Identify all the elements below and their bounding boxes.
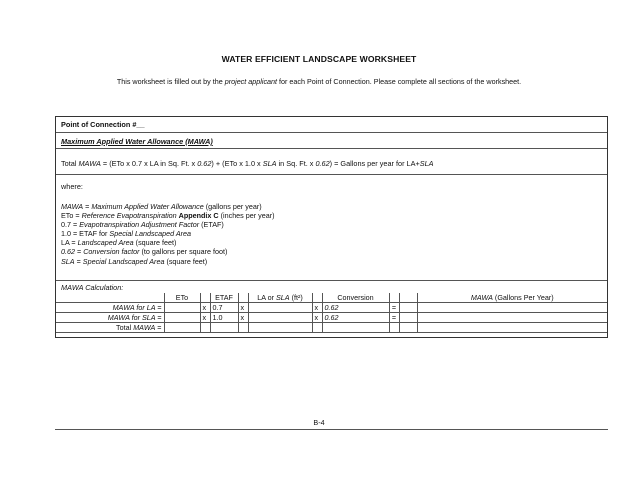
definition-item: 0.7 = Evapotranspiration Adjustment Factor (ETAF) — [61, 220, 224, 230]
header-mawa: MAWA (Gallons Per Year) — [417, 293, 607, 303]
definition-item: 1.0 = ETAF for Special Landscaped Area — [61, 229, 192, 239]
times-sign: x — [238, 313, 248, 323]
page-number: B-4 — [313, 418, 325, 427]
header-eto: ETo — [164, 293, 200, 303]
formula-row — [56, 149, 607, 175]
calc-label: MAWA Calculation: — [61, 283, 124, 292]
eto-input[interactable] — [164, 313, 200, 323]
area-input[interactable] — [248, 313, 312, 323]
worksheet-instructions — [0, 77, 638, 86]
worksheet-box — [55, 116, 608, 338]
point-of-connection-label[interactable]: Point of Connection #__ — [61, 120, 145, 129]
area-input[interactable] — [248, 303, 312, 313]
connection-row — [56, 117, 607, 133]
row-label: MAWA for LA = — [56, 303, 164, 313]
definition-item: MAWA = Maximum Applied Water Allowance (gallons per year) — [61, 202, 262, 211]
table-header-row — [56, 293, 607, 303]
table-row — [56, 313, 607, 323]
worksheet-title: WATER EFFICIENT LANDSCAPE WORKSHEET — [221, 54, 417, 64]
conversion-value: 0.62 — [322, 313, 389, 323]
header-etaf: ETAF — [210, 293, 238, 303]
mawa-result-input[interactable] — [417, 303, 607, 313]
instructions-pre: This worksheet is filled out by the — [116, 77, 225, 86]
times-sign: x — [312, 313, 322, 323]
header-area: LA or SLA (ft²) — [248, 293, 312, 303]
section-heading: Maximum Applied Water Allowance (MAWA) — [61, 137, 213, 146]
times-sign: x — [238, 303, 248, 313]
equals-sign: = — [389, 313, 399, 323]
calc-label-row — [56, 281, 607, 293]
definition-item: ETo = Reference Evapotranspiration Appendix C (inches per year) — [61, 211, 275, 221]
instructions-emphasis: project applicant — [224, 77, 278, 86]
total-mawa-input[interactable] — [417, 323, 607, 333]
definitions-list — [61, 202, 275, 266]
times-sign: x — [312, 303, 322, 313]
instructions-post: for each Point of Connection. Please complete all sections of the worksheet. — [277, 77, 522, 86]
mawa-formula: Total MAWA = (ETo x 0.7 x LA in Sq. Ft. x 0.62) + (ETo x 1.0 x SLA in Sq. Ft. x 0.62) = Gallons per year for LA+SLA — [61, 159, 434, 168]
section-heading-row — [56, 133, 607, 149]
definition-item: SLA = Special Landscaped Area (square feet) — [61, 256, 208, 266]
where-label: where: — [61, 182, 83, 191]
etaf-value: 0.7 — [210, 303, 238, 313]
footer-divider — [55, 429, 608, 430]
conversion-value: 0.62 — [322, 303, 389, 313]
header-conversion: Conversion — [322, 293, 389, 303]
equals-sign: = — [389, 303, 399, 313]
definition-item: LA = Landscaped Area (square feet) — [61, 238, 177, 248]
row-label: MAWA for SLA = — [56, 313, 164, 323]
mawa-result-input[interactable] — [417, 313, 607, 323]
row-label: Total MAWA = — [56, 323, 164, 333]
eto-input[interactable] — [164, 303, 200, 313]
definitions-section — [56, 175, 607, 281]
mawa-calc-table — [56, 293, 607, 333]
definition-item: 0.62 = Conversion factor (to gallons per square foot) — [61, 247, 228, 257]
times-sign: x — [200, 313, 210, 323]
table-row — [56, 303, 607, 313]
etaf-value: 1.0 — [210, 313, 238, 323]
table-row — [56, 323, 607, 333]
times-sign: x — [200, 303, 210, 313]
